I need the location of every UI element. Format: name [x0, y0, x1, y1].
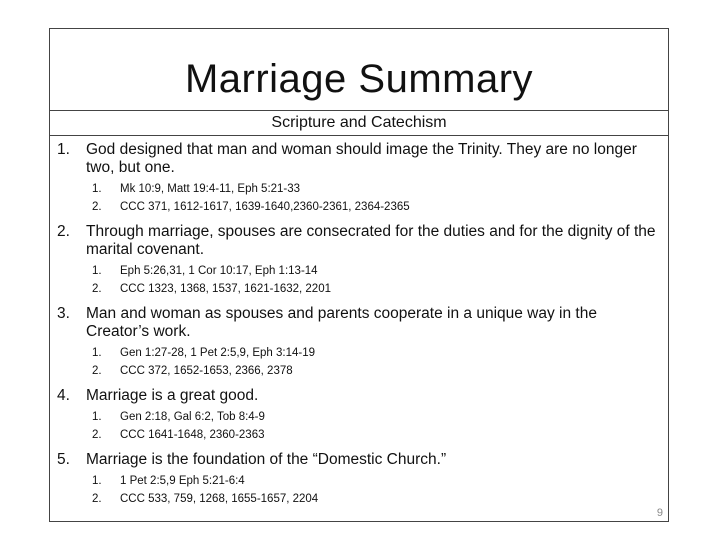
- slide-title: Marriage Summary: [184, 57, 534, 101]
- reference-item: [92, 426, 662, 444]
- reference-list: [57, 180, 662, 216]
- list-item-number: 2.: [57, 223, 70, 240]
- reference-item: [92, 262, 662, 280]
- slide-subtitle: Scripture and Catechism: [50, 110, 668, 136]
- list-item-number: 5.: [57, 451, 70, 468]
- reference-text: Eph 5:26,31, 1 Cor 10:17, Eph 1:13-14: [120, 265, 318, 277]
- list-item-text: God designed that man and woman should image the Trinity. They are no longer two, but one.: [86, 141, 637, 176]
- reference-number: 2.: [92, 365, 102, 377]
- summary-list: [57, 141, 662, 515]
- reference-number: 2.: [92, 283, 102, 295]
- reference-text: CCC 1323, 1368, 1537, 1621-1632, 2201: [120, 283, 331, 295]
- reference-item: [92, 180, 662, 198]
- reference-text: CCC 372, 1652-1653, 2366, 2378: [120, 365, 293, 377]
- list-item-number: 1.: [57, 141, 70, 158]
- list-item-number: 4.: [57, 387, 70, 404]
- reference-text: 1 Pet 2:5,9 Eph 5:21-6:4: [120, 475, 245, 487]
- reference-item: [92, 472, 662, 490]
- reference-list: [57, 344, 662, 380]
- reference-item: [92, 362, 662, 380]
- reference-text: Gen 1:27-28, 1 Pet 2:5,9, Eph 3:14-19: [120, 347, 316, 359]
- list-item: [57, 141, 662, 216]
- list-item-text: Marriage is a great good.: [86, 387, 259, 404]
- reference-text: Gen 2:18, Gal 6:2, Tob 8:4-9: [120, 411, 265, 423]
- reference-item: [92, 198, 662, 216]
- reference-item: [92, 344, 662, 362]
- reference-item: [92, 490, 662, 508]
- reference-text: Mk 10:9, Matt 19:4-11, Eph 5:21-33: [120, 183, 301, 195]
- reference-list: [57, 408, 662, 444]
- list-item-number: 3.: [57, 305, 70, 322]
- reference-list: [57, 472, 662, 508]
- slide: [49, 28, 669, 522]
- reference-number: 1.: [92, 475, 102, 487]
- list-item: [57, 305, 662, 380]
- reference-item: [92, 408, 662, 426]
- reference-number: 1.: [92, 347, 102, 359]
- reference-text: CCC 1641-1648, 2360-2363: [120, 429, 265, 441]
- reference-item: [92, 280, 662, 298]
- list-item: [57, 387, 662, 444]
- reference-number: 2.: [92, 429, 102, 441]
- reference-number: 1.: [92, 411, 102, 423]
- reference-number: 2.: [92, 201, 102, 213]
- reference-number: 1.: [92, 183, 102, 195]
- list-item: [57, 451, 662, 508]
- list-item-text: Through marriage, spouses are consecrated for the duties and for the dignity of the marital covenant.: [86, 223, 656, 258]
- page-number: 9: [656, 507, 663, 519]
- reference-list: [57, 262, 662, 298]
- reference-text: CCC 533, 759, 1268, 1655-1657, 2204: [120, 493, 319, 505]
- reference-number: 1.: [92, 265, 102, 277]
- list-item-text: Marriage is the foundation of the “Domestic Church.”: [86, 451, 447, 468]
- list-item-text: Man and woman as spouses and parents cooperate in a unique way in the Creator’s work.: [86, 305, 597, 340]
- reference-number: 2.: [92, 493, 102, 505]
- reference-text: CCC 371, 1612-1617, 1639-1640,2360-2361, 2364-2365: [120, 201, 410, 213]
- list-item: [57, 223, 662, 298]
